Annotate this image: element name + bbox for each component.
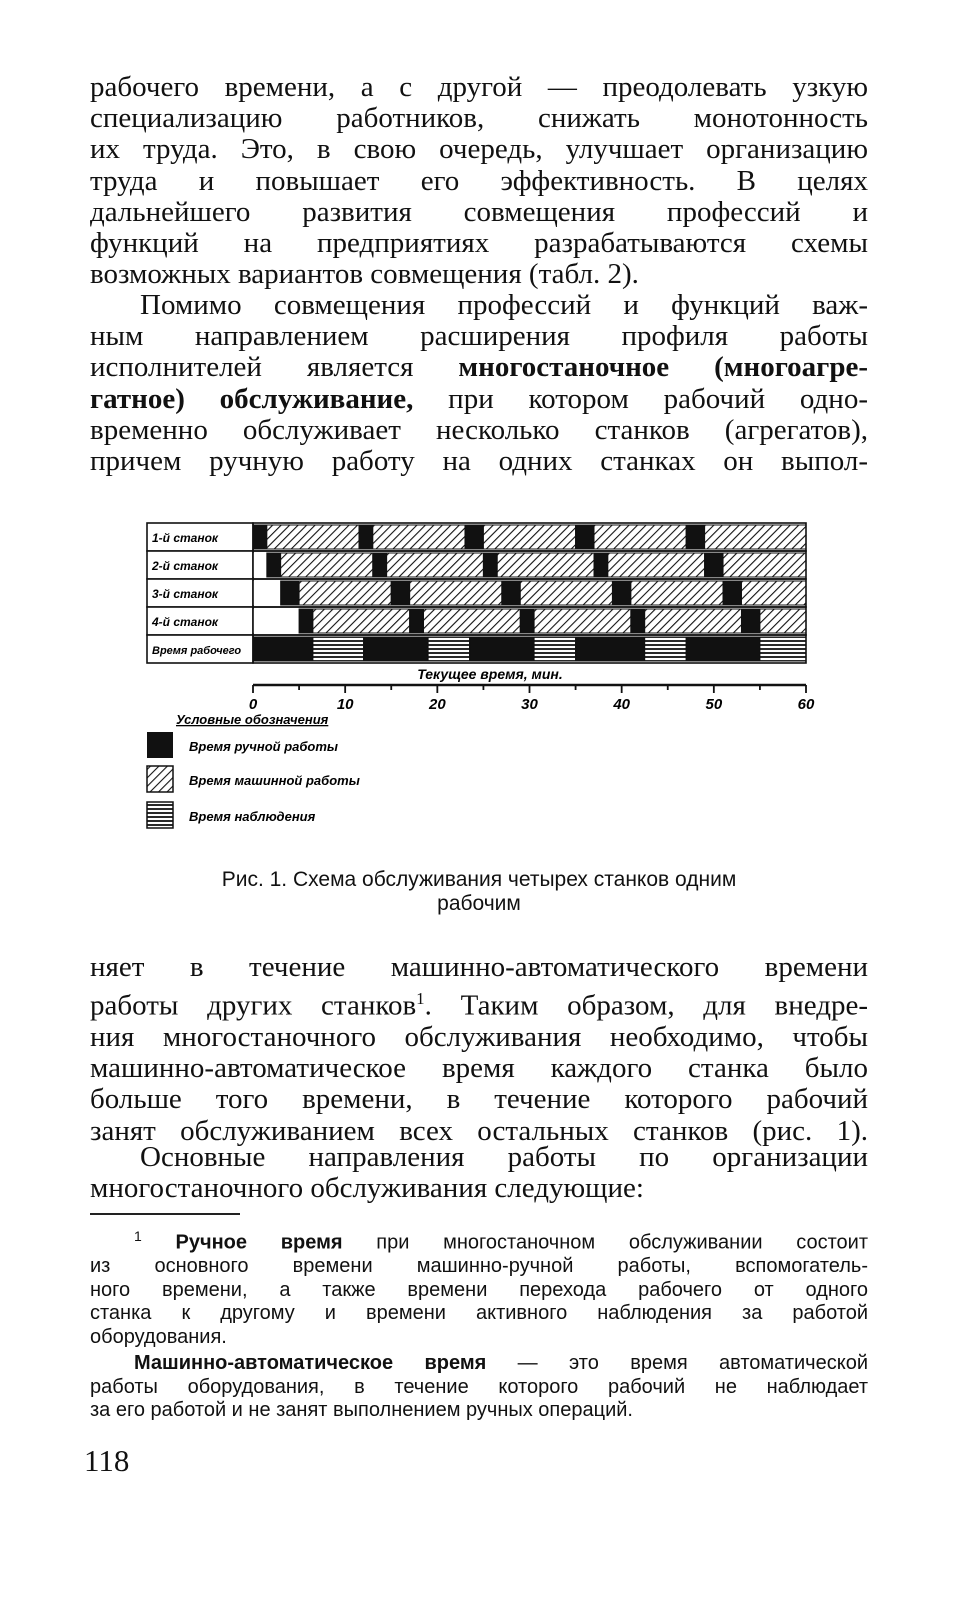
text-line <box>90 983 868 1022</box>
text-span: при многостаночном обслуживании состоит <box>342 1231 868 1254</box>
tick-label: 50 <box>705 696 723 713</box>
gantt-segment-hatch <box>267 525 359 549</box>
gantt-segment-white <box>253 553 267 577</box>
row-label: 3-й станок <box>152 587 219 601</box>
footnote-ref: 1 <box>416 989 425 1009</box>
gantt-segment-hatch <box>497 553 594 577</box>
time-axis <box>249 666 815 713</box>
gantt-segment-hatch <box>313 609 410 633</box>
text-span: работы других станков <box>90 989 417 1022</box>
term-multi-machine: многостаночное (многоагре- <box>458 351 868 384</box>
gantt-segment-lines <box>428 637 469 661</box>
caption-line: рабочим <box>437 892 521 915</box>
text-line: функций на предприятиях разрабатываются схемы <box>90 227 868 260</box>
gantt-segment-solid <box>631 609 645 633</box>
gantt-segment-solid <box>520 609 534 633</box>
gantt-figure <box>0 500 962 850</box>
gantt-segment-solid <box>612 581 630 605</box>
text-line: машинно-автоматическое время каждого станка было <box>90 1052 868 1085</box>
legend-label-manual: Время ручной работы <box>189 739 339 754</box>
legend-title: Условные обозначения <box>176 712 329 727</box>
footnote-1 <box>90 1225 868 1349</box>
caption-line: Рис. 1. Схема обслуживания четырех станков одним <box>221 868 737 891</box>
footnote-rule <box>90 1213 240 1215</box>
axis-label: Текущее время, мин. <box>417 666 563 682</box>
paragraph-3 <box>90 952 868 1147</box>
tick-label: 30 <box>521 696 538 713</box>
text-line: больше того времени, в течение которого рабочий <box>90 1083 868 1116</box>
legend-label-observation: Время наблюдения <box>189 809 316 824</box>
gantt-segment-hatch <box>387 553 484 577</box>
gantt-segment-hatch <box>631 581 723 605</box>
text-line: ным направлением расширения профиля работы <box>90 320 868 353</box>
gantt-segment-hatch <box>705 525 806 549</box>
gantt-segment-solid <box>253 525 267 549</box>
text-line <box>90 352 868 383</box>
text-line: ния многостаночного обслуживания необходимо, чтобы <box>90 1021 868 1054</box>
gantt-segment-solid <box>705 553 723 577</box>
text-line: рабочего времени, а с другой — преодолевать узкую <box>90 71 868 103</box>
text-line: Помимо совмещения профессий и функций важ- <box>140 289 868 321</box>
text-line <box>90 384 868 415</box>
gantt-segment-solid <box>686 525 704 549</box>
gantt-segment-lines <box>313 637 364 661</box>
gantt-segment-solid <box>502 581 520 605</box>
legend-swatch-hatch <box>147 766 173 792</box>
footnote-line: оборудования. <box>90 1325 227 1348</box>
footnote-line <box>90 1352 868 1376</box>
gantt-rows <box>147 523 806 663</box>
gantt-segment-lines <box>645 637 686 661</box>
gantt-segment-hatch <box>608 553 705 577</box>
legend-swatch-lines <box>147 802 173 828</box>
tick-label: 10 <box>336 696 354 713</box>
row-label: 2-й станок <box>152 559 219 573</box>
tick-label: 0 <box>248 696 258 713</box>
figure-caption <box>90 868 868 916</box>
text-span: при котором рабочий одно- <box>413 382 868 415</box>
gantt-segment-solid <box>576 525 594 549</box>
gantt-segment-white <box>253 609 299 633</box>
gantt-segment-solid <box>299 609 313 633</box>
gantt-segment-solid <box>267 553 281 577</box>
tick-label: 60 <box>797 696 815 713</box>
term-multi-machine-cont: гатное) обслуживание, <box>90 382 414 415</box>
page-number: 118 <box>84 1443 130 1478</box>
legend-label-machine: Время машинной работы <box>189 773 360 788</box>
text-span: . Таким образом, для внедре- <box>424 989 868 1022</box>
text-line: няет в течение машинно-автоматического времени <box>90 951 868 983</box>
tick-label: 20 <box>428 696 446 713</box>
text-line: занят обслуживанием всех остальных станков (рис. 1). <box>90 1114 868 1147</box>
gantt-segment-solid <box>470 637 535 661</box>
gantt-segment-solid <box>410 609 424 633</box>
gantt-segment-solid <box>465 525 483 549</box>
legend <box>147 712 360 828</box>
text-line: причем ручную работу на одних станках он выпол- <box>90 445 868 478</box>
footnote-term: Машинно-автоматическое время <box>134 1352 487 1374</box>
row-label: 4-й станок <box>152 615 219 629</box>
footnote-line: за его работой и не занят выполнением ручных операций. <box>90 1399 633 1421</box>
paragraph-2 <box>90 290 868 477</box>
footnote-line: станка к другому и времени активного наблюдения за работой <box>90 1302 868 1325</box>
text-line: их труда. Это, в свою очередь, улучшает организацию <box>90 133 868 166</box>
gantt-segment-hatch <box>281 553 373 577</box>
footnote-mark: 1 <box>134 1228 142 1244</box>
gantt-segment-solid <box>253 637 313 661</box>
gantt-segment-hatch <box>760 609 806 633</box>
gantt-segment-solid <box>686 637 760 661</box>
gantt-segment-white <box>253 581 281 605</box>
paragraph-1 <box>90 72 868 290</box>
footnote-line: ного времени, а также времени перехода рабочего от одного <box>90 1278 868 1301</box>
text-line: труда и повышает его эффективность. В целях <box>90 164 868 197</box>
text-line: дальнейшего развития совмещения профессий и <box>90 195 868 228</box>
gantt-segment-lines <box>534 637 575 661</box>
gantt-segment-solid <box>391 581 409 605</box>
text-line: многостаночного обслуживания следующие: <box>90 1172 644 1205</box>
gantt-segment-solid <box>359 525 373 549</box>
gantt-segment-hatch <box>424 609 521 633</box>
footnote-line: работы оборудования, в течение которого рабочий не наблюдает <box>90 1375 868 1398</box>
tick-label: 40 <box>613 696 631 713</box>
gantt-segment-solid <box>741 609 759 633</box>
text-span: исполнителей является <box>90 351 459 384</box>
gantt-segment-hatch <box>410 581 502 605</box>
footnote-line: из основного времени машинно-ручной работы, вспомогатель- <box>90 1255 868 1278</box>
gantt-segment-hatch <box>645 609 742 633</box>
footnote-2 <box>90 1352 868 1423</box>
text-span: — это время автоматической <box>486 1352 868 1374</box>
gantt-segment-solid <box>594 553 608 577</box>
footnote-term: Ручное время <box>175 1231 343 1254</box>
row-label: Время рабочего <box>152 645 242 657</box>
gantt-segment-hatch <box>723 553 806 577</box>
text-line: возможных вариантов совмещения (табл. 2). <box>90 258 639 291</box>
gantt-segment-solid <box>723 581 741 605</box>
gantt-segment-solid <box>483 553 497 577</box>
row-label: 1-й станок <box>152 531 219 545</box>
gantt-segment-hatch <box>483 525 575 549</box>
gantt-segment-hatch <box>373 525 465 549</box>
gantt-segment-hatch <box>534 609 631 633</box>
gantt-segment-solid <box>281 581 299 605</box>
gantt-segment-solid <box>576 637 645 661</box>
gantt-segment-hatch <box>594 525 686 549</box>
text-line: специализацию работников, снижать монотонность <box>90 102 868 135</box>
gantt-segment-hatch <box>741 581 806 605</box>
text-line: временно обслуживает несколько станков (агрегатов), <box>90 413 868 446</box>
text-line: Основные направления работы по организации <box>140 1141 868 1173</box>
gantt-segment-hatch <box>299 581 391 605</box>
gantt-segment-solid <box>364 637 429 661</box>
footnote-line <box>90 1225 868 1255</box>
paragraph-4 <box>90 1142 868 1204</box>
gantt-segment-lines <box>760 637 806 661</box>
gantt-segment-hatch <box>520 581 612 605</box>
legend-swatch-solid <box>147 732 173 758</box>
gantt-segment-solid <box>373 553 387 577</box>
